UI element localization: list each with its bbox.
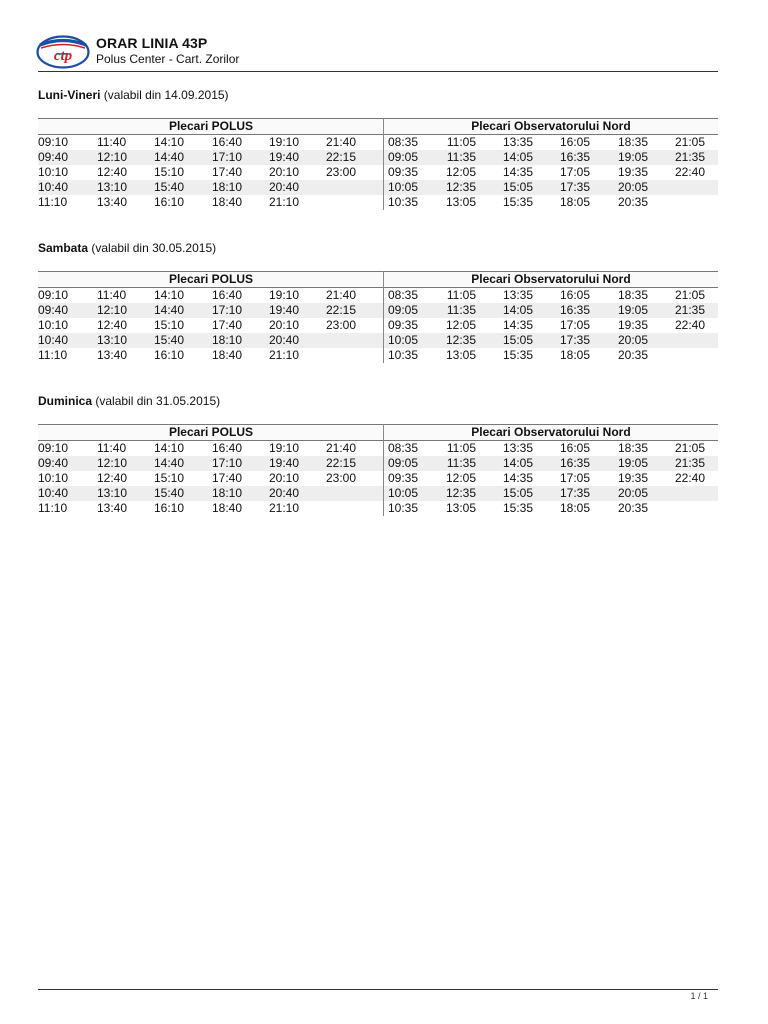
departure-time-observatorului: 21:35 — [674, 456, 705, 470]
table-row — [38, 318, 718, 333]
departure-time-observatorului: 20:35 — [617, 348, 648, 362]
departure-time-polus: 13:40 — [97, 348, 128, 362]
departure-time-polus: 20:40 — [269, 180, 300, 194]
departure-time-observatorului: 12:35 — [445, 486, 476, 500]
departure-time-observatorului: 18:35 — [617, 135, 648, 149]
departure-time-polus: 11:40 — [97, 288, 127, 302]
departure-time-polus: 19:10 — [269, 288, 300, 302]
departure-time-observatorului: 14:05 — [502, 456, 533, 470]
page-subtitle: Polus Center - Cart. Zorilor — [96, 52, 240, 66]
departure-time-observatorului: 09:05 — [387, 456, 418, 470]
section-day-name: Sambata — [38, 241, 89, 255]
departure-time-polus: 16:10 — [154, 348, 185, 362]
departure-time-polus: 09:10 — [38, 441, 69, 455]
departure-time-polus: 16:40 — [212, 288, 243, 302]
departure-time-observatorului: 11:35 — [446, 303, 476, 317]
departure-time-polus: 21:40 — [326, 288, 357, 302]
departure-time-polus: 18:40 — [212, 348, 243, 362]
departure-time-observatorului: 11:05 — [446, 135, 476, 149]
departure-time-observatorului: 13:35 — [502, 135, 533, 149]
column-divider — [383, 118, 384, 210]
departure-time-polus: 21:10 — [269, 195, 300, 209]
departure-time-observatorului: 12:35 — [445, 180, 476, 194]
departure-time-observatorului: 16:05 — [559, 288, 590, 302]
departure-time-observatorului: 16:05 — [559, 135, 590, 149]
departure-time-observatorului: 14:05 — [502, 150, 533, 164]
departure-time-observatorului: 20:35 — [617, 501, 648, 515]
departure-time-polus: 12:10 — [97, 303, 128, 317]
departure-time-polus: 17:10 — [212, 150, 243, 164]
departure-time-polus: 17:10 — [212, 303, 243, 317]
departure-time-polus: 14:40 — [154, 456, 185, 470]
departure-time-polus: 21:10 — [269, 348, 300, 362]
departure-time-observatorului: 10:35 — [387, 348, 418, 362]
departure-time-observatorului: 18:35 — [617, 288, 648, 302]
departure-time-observatorului: 09:35 — [387, 318, 418, 332]
departure-time-observatorului: 20:35 — [617, 195, 648, 209]
departure-time-polus: 11:40 — [97, 135, 127, 149]
departure-time-observatorului: 16:35 — [559, 456, 590, 470]
departure-time-observatorului — [665, 180, 705, 195]
departure-time-polus: 09:40 — [38, 150, 69, 164]
table-row — [38, 180, 718, 195]
departure-time-polus: 16:10 — [154, 195, 185, 209]
departure-time-observatorului — [665, 333, 705, 348]
departure-time-polus: 19:10 — [269, 135, 300, 149]
departure-time-observatorului: 13:05 — [445, 195, 476, 209]
section-day-name: Luni-Vineri — [38, 88, 101, 102]
departure-time-polus: 16:10 — [154, 501, 185, 515]
departure-time-observatorului: 19:35 — [617, 165, 648, 179]
departure-time-observatorului: 19:05 — [617, 456, 648, 470]
departure-time-observatorului: 17:05 — [559, 471, 590, 485]
departure-time-polus: 18:40 — [212, 501, 243, 515]
departure-time-observatorului: 15:05 — [502, 180, 533, 194]
departure-time-observatorului: 15:05 — [502, 333, 533, 347]
column-divider — [383, 271, 384, 363]
departure-time-polus: 16:40 — [212, 441, 243, 455]
departure-time-polus: 14:10 — [154, 135, 185, 149]
departure-time-observatorului: 22:40 — [674, 318, 705, 332]
departure-time-polus: 11:10 — [38, 195, 68, 209]
departure-time-polus: 12:40 — [97, 165, 128, 179]
table-header — [38, 424, 718, 441]
departure-time-observatorului: 12:05 — [445, 165, 476, 179]
departure-time-observatorului: 11:05 — [446, 288, 476, 302]
departure-time-observatorului: 20:05 — [617, 486, 648, 500]
departure-time-observatorului: 09:35 — [387, 471, 418, 485]
table-row — [38, 441, 718, 456]
departure-time-polus: 22:15 — [326, 456, 357, 470]
table-row — [38, 165, 718, 180]
section-validity: (valabil din 30.05.2015) — [91, 241, 217, 255]
table-row — [38, 348, 718, 363]
departure-time-observatorului: 15:35 — [502, 348, 533, 362]
departure-time-polus: 10:40 — [38, 333, 69, 347]
departure-time-polus: 10:40 — [38, 180, 69, 194]
departure-time-observatorului: 21:35 — [674, 150, 705, 164]
column-divider — [383, 424, 384, 516]
table-row — [38, 333, 718, 348]
timetable — [38, 271, 718, 363]
departure-time-observatorului: 19:05 — [617, 150, 648, 164]
departure-time-polus: 19:40 — [269, 150, 300, 164]
departure-time-polus: 15:10 — [154, 471, 185, 485]
departure-time-observatorului: 11:35 — [446, 456, 476, 470]
departure-time-polus: 17:40 — [212, 471, 243, 485]
departure-time-observatorului: 15:05 — [502, 486, 533, 500]
departure-time-polus: 23:00 — [326, 471, 357, 485]
departure-time-polus: 15:40 — [154, 180, 185, 194]
departure-time-polus: 09:10 — [38, 288, 69, 302]
table-row — [38, 135, 718, 150]
departure-time-observatorului: 11:05 — [446, 441, 476, 455]
logo-text: ctp — [53, 48, 73, 64]
departure-time-polus: 12:40 — [97, 471, 128, 485]
departure-time-observatorului: 12:05 — [445, 318, 476, 332]
departure-time-observatorului: 17:05 — [559, 318, 590, 332]
departure-time-polus: 14:40 — [154, 150, 185, 164]
departure-time-observatorului: 18:05 — [559, 348, 590, 362]
departure-time-observatorului: 09:05 — [387, 303, 418, 317]
departure-time-observatorului: 17:35 — [559, 180, 590, 194]
section-title — [38, 241, 216, 255]
departure-time-observatorului: 08:35 — [387, 135, 418, 149]
departure-time-polus: 19:40 — [269, 303, 300, 317]
departure-time-observatorului: 10:35 — [387, 501, 418, 515]
departure-time-polus: 22:15 — [326, 150, 357, 164]
departure-time-polus: 13:10 — [97, 180, 128, 194]
departure-time-polus: 17:40 — [212, 318, 243, 332]
departure-time-polus: 19:10 — [269, 441, 300, 455]
departure-time-observatorului: 09:05 — [387, 150, 418, 164]
column-header-polus: Plecari POLUS — [168, 425, 254, 439]
timetable — [38, 424, 718, 516]
departure-time-polus: 09:40 — [38, 303, 69, 317]
departure-time-polus: 10:10 — [38, 165, 69, 179]
departure-time-polus: 12:10 — [97, 456, 128, 470]
departure-time-polus: 13:40 — [97, 195, 128, 209]
column-header-observatorului: Plecari Observatorului Nord — [471, 119, 631, 133]
departure-time-observatorului: 15:35 — [502, 195, 533, 209]
departure-time-polus: 10:10 — [38, 318, 69, 332]
departure-time-observatorului: 20:05 — [617, 180, 648, 194]
departure-time-polus: 15:40 — [154, 486, 185, 500]
column-header-polus: Plecari POLUS — [168, 272, 254, 286]
departure-time-observatorului: 12:35 — [445, 333, 476, 347]
departure-time-polus: 11:10 — [38, 348, 68, 362]
departure-time-observatorului: 15:35 — [502, 501, 533, 515]
departure-time-observatorului: 13:35 — [502, 288, 533, 302]
footer-divider — [38, 989, 718, 990]
departure-time-polus: 21:40 — [326, 441, 357, 455]
departure-time-observatorului: 10:05 — [387, 180, 418, 194]
departure-time-polus: 15:10 — [154, 318, 185, 332]
departure-time-observatorului: 10:35 — [387, 195, 418, 209]
departure-time-polus: 20:10 — [269, 318, 300, 332]
departure-time-polus: 18:40 — [212, 195, 243, 209]
departure-time-observatorului: 08:35 — [387, 441, 418, 455]
departure-time-polus: 20:10 — [269, 471, 300, 485]
departure-time-observatorului: 18:05 — [559, 501, 590, 515]
departure-time-polus: 18:10 — [212, 486, 243, 500]
departure-time-observatorului: 21:05 — [674, 288, 705, 302]
departure-time-observatorului: 13:05 — [445, 348, 476, 362]
departure-time-polus: 13:40 — [97, 501, 128, 515]
departure-time-observatorului: 11:35 — [446, 150, 476, 164]
departure-time-polus: 12:40 — [97, 318, 128, 332]
departure-time-polus: 20:10 — [269, 165, 300, 179]
departure-time-observatorului: 16:35 — [559, 303, 590, 317]
section-title — [38, 88, 229, 102]
table-row — [38, 150, 718, 165]
departure-time-polus: 16:40 — [212, 135, 243, 149]
departure-time-observatorului: 19:35 — [617, 471, 648, 485]
departure-time-observatorului: 19:35 — [617, 318, 648, 332]
departure-time-observatorului — [665, 195, 705, 210]
page-number: 1 / 1 — [690, 991, 708, 1001]
departure-time-observatorului: 19:05 — [617, 303, 648, 317]
departure-time-polus: 23:00 — [326, 318, 357, 332]
departure-time-polus: 09:40 — [38, 456, 69, 470]
departure-time-observatorului: 10:05 — [387, 333, 418, 347]
table-row — [38, 195, 718, 210]
departure-time-polus: 21:40 — [326, 135, 357, 149]
departure-time-polus: 20:40 — [269, 486, 300, 500]
departure-time-polus: 21:10 — [269, 501, 300, 515]
table-header — [38, 118, 718, 135]
departure-time-polus: 14:10 — [154, 288, 185, 302]
departure-time-polus: 23:00 — [326, 165, 357, 179]
departure-time-observatorului: 17:35 — [559, 486, 590, 500]
departure-time-polus: 19:40 — [269, 456, 300, 470]
departure-time-polus: 09:10 — [38, 135, 69, 149]
section-validity: (valabil din 14.09.2015) — [103, 88, 229, 102]
departure-time-observatorului: 13:35 — [502, 441, 533, 455]
departure-time-observatorului: 16:35 — [559, 150, 590, 164]
departure-time-polus: 11:10 — [38, 501, 68, 515]
departure-time-polus: 14:10 — [154, 441, 185, 455]
header-divider — [38, 71, 718, 72]
column-header-observatorului: Plecari Observatorului Nord — [471, 272, 631, 286]
departure-time-polus: 20:40 — [269, 333, 300, 347]
departure-time-polus: 14:40 — [154, 303, 185, 317]
departure-time-polus: 10:10 — [38, 471, 69, 485]
departure-time-observatorului: 14:35 — [502, 165, 533, 179]
departure-time-polus: 12:10 — [97, 150, 128, 164]
departure-time-observatorului — [665, 486, 705, 501]
departure-time-polus: 13:10 — [97, 486, 128, 500]
ctp-logo — [36, 33, 90, 71]
departure-time-polus: 10:40 — [38, 486, 69, 500]
departure-time-polus: 18:10 — [212, 333, 243, 347]
departure-time-observatorului: 21:35 — [674, 303, 705, 317]
column-header-polus: Plecari POLUS — [168, 119, 254, 133]
departure-time-polus: 17:10 — [212, 456, 243, 470]
departure-time-observatorului: 12:05 — [445, 471, 476, 485]
departure-time-polus: 11:40 — [97, 441, 127, 455]
departure-time-observatorului: 14:35 — [502, 471, 533, 485]
departure-time-observatorului: 16:05 — [559, 441, 590, 455]
departure-time-polus: 17:40 — [212, 165, 243, 179]
departure-time-polus: 13:10 — [97, 333, 128, 347]
table-row — [38, 303, 718, 318]
table-row — [38, 471, 718, 486]
departure-time-observatorului: 09:35 — [387, 165, 418, 179]
departure-time-observatorului: 17:35 — [559, 333, 590, 347]
table-row — [38, 456, 718, 471]
departure-time-observatorului — [665, 348, 705, 363]
departure-time-observatorului: 21:05 — [674, 135, 705, 149]
departure-time-observatorului — [665, 501, 705, 516]
departure-time-observatorului: 18:35 — [617, 441, 648, 455]
table-row — [38, 501, 718, 516]
section-validity: (valabil din 31.05.2015) — [95, 394, 221, 408]
departure-time-observatorului: 21:05 — [674, 441, 705, 455]
departure-time-polus: 22:15 — [326, 303, 357, 317]
departure-time-observatorului: 08:35 — [387, 288, 418, 302]
departure-time-observatorului: 13:05 — [445, 501, 476, 515]
column-header-observatorului: Plecari Observatorului Nord — [471, 425, 631, 439]
departure-time-polus: 15:10 — [154, 165, 185, 179]
departure-time-observatorului: 22:40 — [674, 471, 705, 485]
departure-time-observatorului: 14:35 — [502, 318, 533, 332]
timetable — [38, 118, 718, 210]
departure-time-observatorului: 10:05 — [387, 486, 418, 500]
departure-time-polus: 15:40 — [154, 333, 185, 347]
departure-time-observatorului: 20:05 — [617, 333, 648, 347]
departure-time-observatorului: 18:05 — [559, 195, 590, 209]
section-title — [38, 394, 220, 408]
document-header — [36, 30, 718, 72]
departure-time-polus: 18:10 — [212, 180, 243, 194]
departure-time-observatorului: 17:05 — [559, 165, 590, 179]
table-header — [38, 271, 718, 288]
departure-time-observatorului: 22:40 — [674, 165, 705, 179]
page-title: ORAR LINIA 43P — [96, 35, 208, 51]
table-row — [38, 486, 718, 501]
departure-time-observatorului: 14:05 — [502, 303, 533, 317]
section-day-name: Duminica — [38, 394, 93, 408]
table-row — [38, 288, 718, 303]
